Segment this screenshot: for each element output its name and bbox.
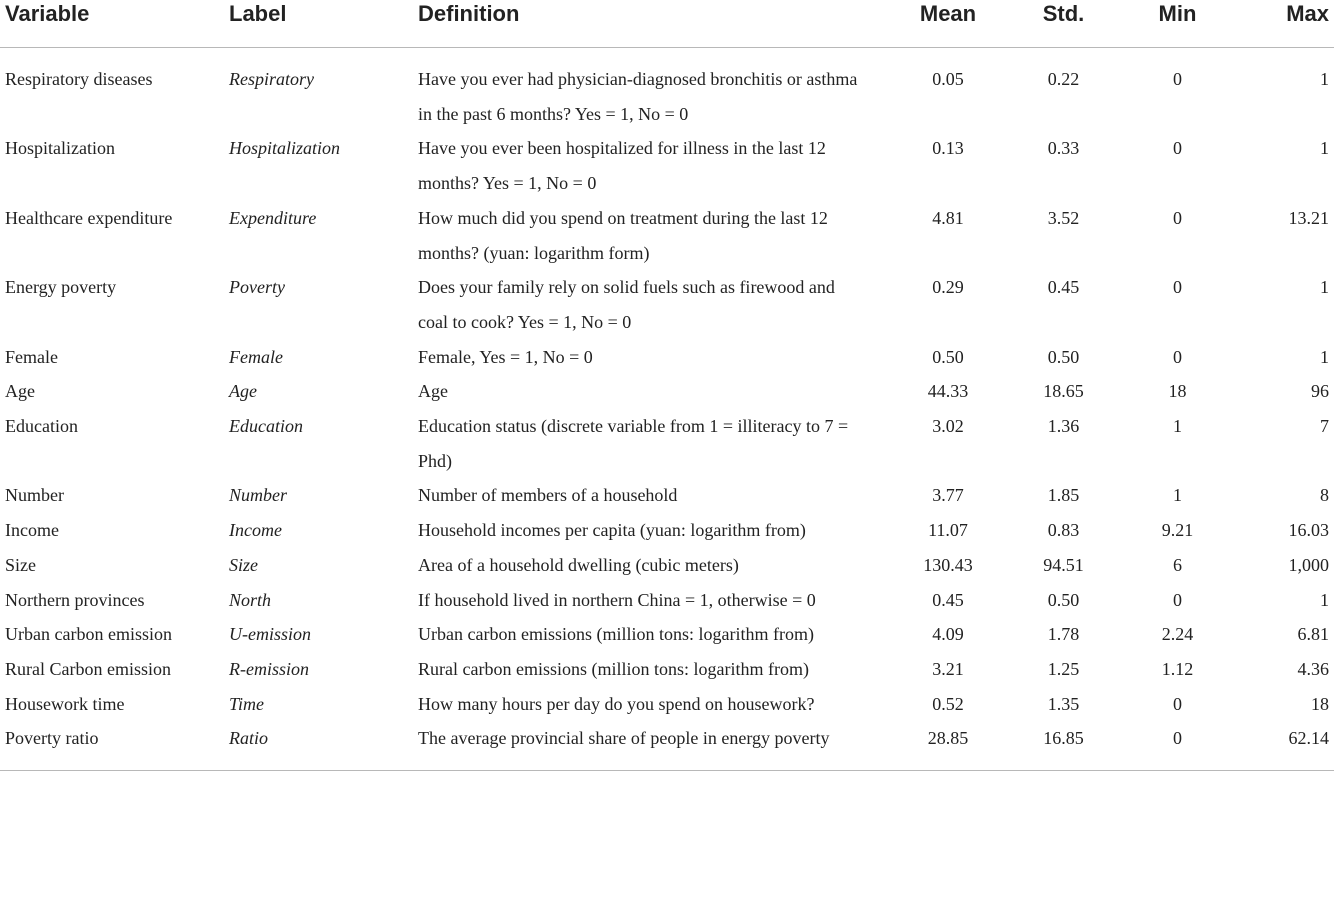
table-row [0, 617, 1334, 652]
table-header [0, 0, 1334, 48]
cell-label: Poverty [229, 277, 285, 298]
table-body [0, 48, 1334, 771]
cell-std: 16.85 [1010, 721, 1117, 770]
cell-std: 3.52 [1047, 207, 1080, 228]
cell-label: North [229, 589, 272, 610]
table-row [0, 548, 1334, 583]
cell-max: 6.81 [1297, 624, 1329, 645]
cell-mean: 4.81 [932, 207, 964, 228]
table-row [0, 270, 1334, 339]
cell-variable: Age [5, 381, 35, 402]
cell-definition: The average provincial share of people in energy poverty [418, 721, 886, 770]
cell-label: Female [229, 346, 283, 367]
header-label: Label [229, 0, 418, 48]
cell-max: 8 [1320, 485, 1329, 506]
cell-max: 1 [1320, 277, 1329, 298]
cell-min: 0 [1173, 69, 1182, 89]
cell-mean: 4.09 [932, 624, 964, 645]
header-mean: Mean [886, 0, 1010, 48]
cell-definition: Have you ever been hospitalized for illness in the last 12 months? Yes = 1, No = 0 [418, 138, 826, 194]
table-row [0, 48, 1334, 132]
cell-definition: Age [418, 381, 448, 402]
table-row [0, 687, 1334, 722]
cell-min: 6 [1173, 554, 1182, 575]
cell-variable: Healthcare expenditure [5, 207, 173, 228]
cell-variable: Poverty ratio [0, 721, 229, 770]
cell-std: 1.36 [1047, 416, 1080, 437]
cell-definition: Household incomes per capita (yuan: logarithm from) [418, 520, 806, 541]
table-row [0, 201, 1334, 270]
cell-label: Time [229, 693, 265, 714]
header-std: Std. [1010, 0, 1117, 48]
cell-label: Size [229, 554, 258, 575]
cell-variable: Income [5, 520, 59, 541]
table-row [0, 340, 1334, 375]
cell-definition: If household lived in northern China = 1, otherwise = 0 [418, 589, 816, 610]
cell-definition: Education status (discrete variable from 1 = illiteracy to 7 = Phd) [418, 416, 849, 471]
cell-min: 0 [1173, 138, 1182, 159]
cell-mean: 0.52 [932, 693, 964, 714]
cell-label: U-emission [229, 624, 311, 645]
cell-variable: Female [5, 346, 58, 367]
cell-min: 1 [1173, 485, 1182, 506]
cell-min: 1.12 [1161, 658, 1194, 679]
cell-std: 0.50 [1047, 589, 1080, 610]
cell-label: Ratio [229, 721, 418, 770]
header-variable: Variable [0, 0, 229, 48]
cell-definition: Female, Yes = 1, No = 0 [418, 346, 593, 367]
cell-label: Hospitalization [229, 138, 341, 159]
cell-std: 18.65 [1043, 381, 1084, 402]
cell-max: 1,000 [1288, 554, 1329, 575]
cell-definition: Urban carbon emissions (million tons: logarithm from) [418, 624, 814, 645]
cell-label: Age [229, 381, 257, 402]
cell-definition: Rural carbon emissions (million tons: logarithm from) [418, 658, 809, 679]
cell-max: 18 [1311, 693, 1329, 714]
table-row [0, 583, 1334, 618]
cell-std: 0.45 [1047, 277, 1080, 298]
cell-mean: 0.50 [932, 346, 964, 367]
table-row [0, 478, 1334, 513]
cell-variable: Size [5, 554, 36, 575]
cell-label: R-emission [229, 658, 309, 679]
cell-min: 9.21 [1161, 520, 1194, 541]
cell-std: 0.22 [1047, 69, 1080, 89]
cell-max: 13.21 [1288, 207, 1329, 228]
cell-variable: Number [5, 485, 64, 506]
cell-variable: Respiratory diseases [5, 69, 153, 89]
cell-label: Number [229, 485, 287, 506]
cell-max: 16.03 [1288, 520, 1329, 541]
cell-mean: 0.05 [932, 69, 964, 89]
cell-min: 0 [1117, 721, 1238, 770]
cell-max: 1 [1320, 346, 1329, 367]
cell-definition: Area of a household dwelling (cubic meters) [418, 554, 739, 575]
cell-variable: Energy poverty [5, 277, 117, 298]
cell-variable: Urban carbon emission [5, 624, 172, 645]
cell-definition: How many hours per day do you spend on housework? [418, 693, 815, 714]
table-row [0, 513, 1334, 548]
cell-min: 18 [1168, 381, 1187, 402]
cell-std: 1.78 [1047, 624, 1080, 645]
cell-mean: 0.29 [932, 277, 964, 298]
cell-label: Education [229, 416, 303, 437]
cell-mean: 3.77 [932, 485, 964, 506]
cell-std: 0.50 [1047, 346, 1080, 367]
cell-std: 1.35 [1047, 693, 1080, 714]
cell-label: Respiratory [229, 69, 314, 89]
cell-mean: 44.33 [927, 381, 969, 402]
table-row [0, 721, 1334, 770]
cell-min: 0 [1173, 346, 1182, 367]
cell-std: 94.51 [1043, 554, 1084, 575]
cell-variable: Education [5, 416, 78, 437]
cell-std: 1.85 [1047, 485, 1080, 506]
table-row [0, 131, 1334, 200]
cell-mean: 130.43 [923, 554, 973, 575]
table-row [0, 652, 1334, 687]
cell-variable: Hospitalization [5, 138, 115, 159]
cell-max: 4.36 [1297, 658, 1329, 679]
cell-mean: 3.02 [932, 416, 964, 437]
cell-max: 1 [1320, 69, 1329, 89]
cell-variable: Housework time [5, 693, 125, 714]
cell-mean: 28.85 [886, 721, 1010, 770]
cell-min: 2.24 [1161, 624, 1194, 645]
cell-min: 0 [1173, 589, 1182, 610]
cell-min: 0 [1173, 693, 1182, 714]
cell-variable: Rural Carbon emission [5, 658, 171, 679]
header-min: Min [1117, 0, 1238, 48]
cell-std: 0.33 [1047, 138, 1080, 159]
cell-mean: 0.45 [932, 589, 964, 610]
cell-variable: Northern provinces [5, 589, 145, 610]
cell-max: 96 [1311, 381, 1329, 402]
cell-label: Income [229, 520, 282, 541]
cell-mean: 0.13 [932, 138, 964, 159]
cell-mean: 11.07 [928, 520, 968, 541]
cell-max: 1 [1320, 589, 1329, 610]
cell-definition: Have you ever had physician-diagnosed bronchitis or asthma in the past 6 months? Yes = 1, No = 0 [418, 69, 858, 124]
cell-mean: 3.21 [932, 658, 964, 679]
cell-label: Expenditure [229, 207, 317, 228]
cell-definition: Does your family rely on solid fuels such as firewood and coal to cook? Yes = 1, No = 0 [418, 277, 835, 332]
cell-max: 1 [1320, 138, 1329, 159]
cell-min: 0 [1173, 277, 1182, 298]
cell-definition: Number of members of a household [418, 485, 678, 506]
header-max: Max [1238, 0, 1334, 48]
header-definition: Definition [418, 0, 886, 48]
cell-std: 1.25 [1047, 658, 1080, 679]
table-row [0, 409, 1334, 478]
table-row [0, 374, 1334, 409]
cell-definition: How much did you spend on treatment during the last 12 months? (yuan: logarithm form) [418, 207, 828, 263]
header-row [0, 0, 1334, 48]
cell-min: 1 [1173, 416, 1182, 437]
cell-min: 0 [1173, 207, 1182, 228]
cell-std: 0.83 [1047, 520, 1080, 541]
cell-max: 7 [1320, 416, 1329, 437]
cell-max: 62.14 [1238, 721, 1334, 770]
